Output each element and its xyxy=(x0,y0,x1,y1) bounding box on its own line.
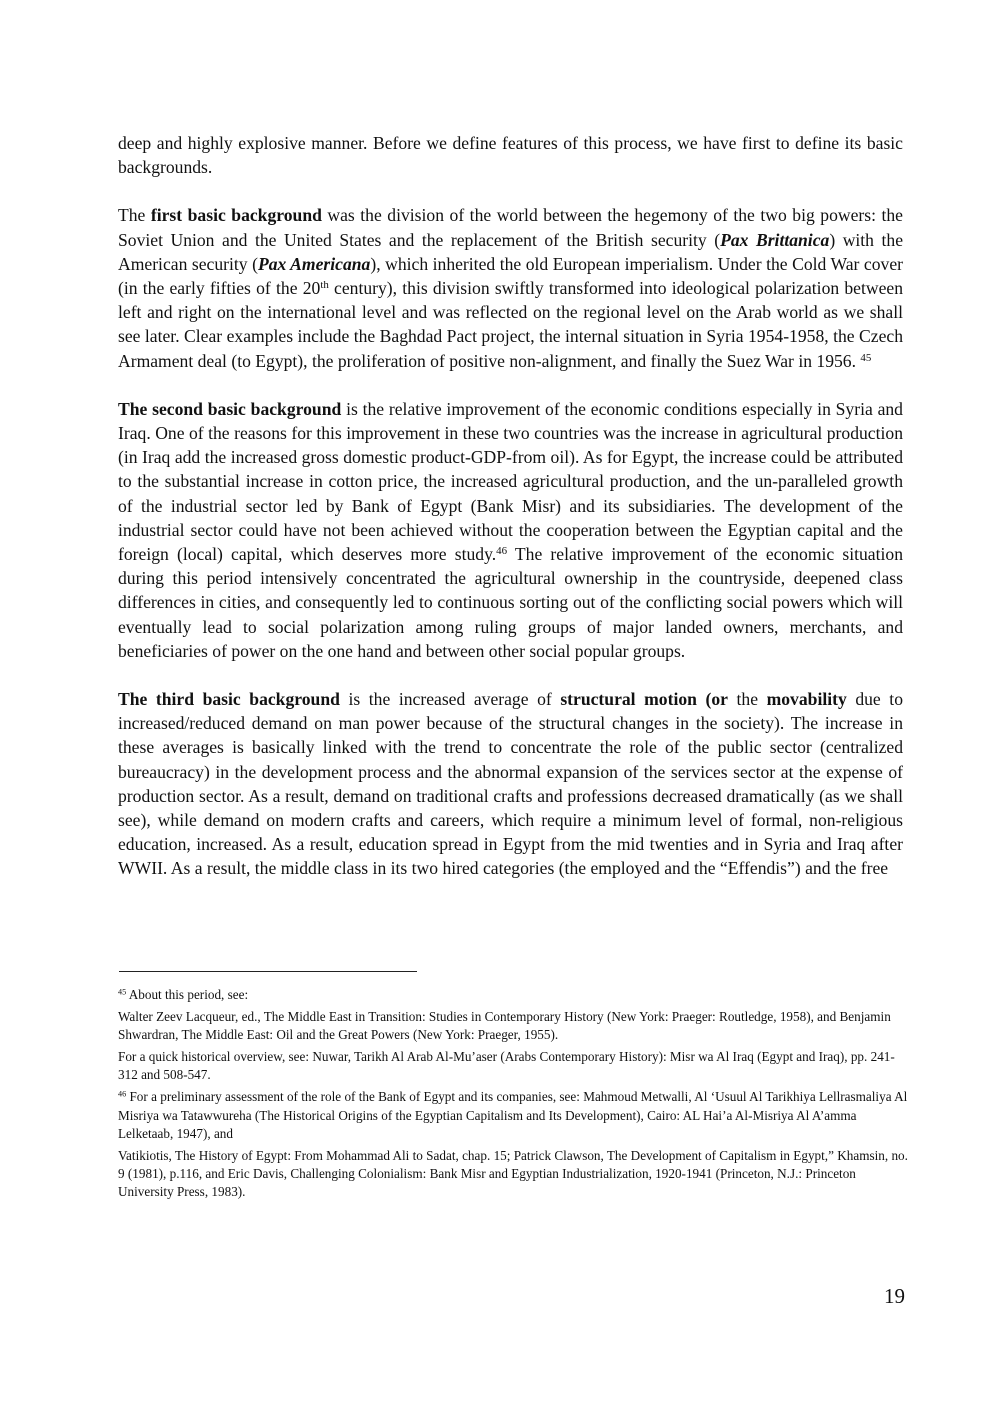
structural-motion-term: structural motion (or xyxy=(560,689,728,710)
footnote-45-ref1 xyxy=(118,1008,908,1044)
second-background-heading: The second basic background xyxy=(118,398,342,419)
footnote-text: About this period, see: xyxy=(126,987,249,1002)
text-run: was the division of the world between the hegemony of the two big powers: the Soviet Union and the United States and the replacement of the British security ( xyxy=(118,205,903,250)
text-run: the xyxy=(727,689,767,710)
footnote-number-46: 46 xyxy=(118,1089,127,1099)
footnote-ref-45[interactable]: 45 xyxy=(860,351,872,364)
page-number: 19 xyxy=(884,1284,905,1308)
footnote-text: Walter Zeev Lacqueur, ed., The Middle East in Transition: Studies in Contemporary History (New York: Praeger: Routledge, 1958), and Benjamin Shwardran, The Middle East: Oil and the Great Powers (New York: Praeger, 1955). xyxy=(118,1009,891,1043)
text-run: is the increased average of xyxy=(339,689,561,710)
footnote-text: For a quick historical overview, see: Nuwar, Tarikh Al Arab Al-Mu’aser (Arabs Contemporary History): Misr wa Al Iraq (Egypt and Iraq), pp. 241-312 and 508-547. xyxy=(118,1049,895,1083)
footnote-45-ref2 xyxy=(118,1048,908,1084)
ordinal-suffix: th xyxy=(320,279,329,292)
footnote-text: For a preliminary assessment of the role of the Bank of Egypt and its companies, see: Mahmoud Metwalli, Al ‘Usuul Al Tarikhiya Lellrasmaliya Al Misriya wa Tatawwureha (The Historical Origins of the Egyptian Capitalism and Its Development), Cairo: AL Hai’a Al-Misriya Al A’amma Lelketaab, 1947), and xyxy=(118,1089,908,1141)
third-background-heading: The third basic background xyxy=(118,689,340,710)
movability-term: movability xyxy=(766,689,847,710)
text-run: The xyxy=(118,205,151,226)
first-background-heading: first basic background xyxy=(150,205,322,226)
footnote-separator xyxy=(119,971,417,972)
pax-americana-term: Pax Americana xyxy=(257,253,371,274)
text-run: The relative improvement of the economic situation during this period intensively concentrated the agricultural ownership in the countryside, deepened class differences in cities, and consequently led to continuous sorting out of the conflicting social powers which will eventually lead to social polarization among ruling groups of major landed owners, merchants, and beneficiaries of power on the one hand and between other social popular groups. xyxy=(118,544,903,661)
footnote-number-45: 45 xyxy=(118,987,127,997)
paragraph-intro xyxy=(118,131,903,179)
footnote-text: Vatikiotis, The History of Egypt: From Mohammad Ali to Sadat, chap. 15; Patrick Clawson, The Development of Capitalism in Egypt,” Khamsin, no. 9 (1981), p.116, and Eric Davis, Challenging Colonialism: Bank Misr and Egyptian Industrialization, 1920-1941 (Princeton, N.J.: Princeton University Press, 1983). xyxy=(118,1147,908,1199)
text-run: ) with the American security ( xyxy=(118,229,904,274)
paragraph-second-background xyxy=(118,397,903,663)
paragraph-first-background xyxy=(118,203,903,372)
text-run: ), which inherited the old European imperialism. Under the Cold War cover (in the early fifties of the 20 xyxy=(118,253,903,299)
body-text xyxy=(118,131,903,905)
footnotes xyxy=(118,986,908,1205)
text-run: is the relative improvement of the economic conditions especially in Syria and Iraq. One of the reasons for this improvement in these two countries was the increase in agricultural production (in Iraq add the increased gross domestic product-GDP-from oil). As for Egypt, the increase could be attributed to the substantial increase in cotton price, the increased agricultural production, and the un-paralleled growth of the industrial sector led by Bank of Egypt (Bank Misr) and its subsidiaries. The development of the industrial sector could have not been achieved without the cooperation between the Egyptian capital and the foreign (local) capital, which deserves more study. xyxy=(118,398,903,565)
footnote-46-ref2 xyxy=(118,1147,908,1201)
footnote-ref-46[interactable]: 46 xyxy=(496,545,508,558)
footnote-45-intro xyxy=(118,986,908,1004)
paragraph-third-background xyxy=(118,687,903,881)
text-run: century), this division swiftly transformed into ideological polarization between left and right on the international level and was reflected on the regional level on the Arab world as we shall see later. Clear examples include the Baghdad Pact project, the internal situation in Syria 1954-1958, the Czech Armament deal (to Egypt), the proliferation of positive non-alignment, and finally the Suez War in 1956. xyxy=(118,278,903,371)
pax-brittanica-term: Pax Brittanica xyxy=(720,229,830,250)
paragraph-intro-text: deep and highly explosive manner. Before we define features of this process, we have first to define its basic backgrounds. xyxy=(118,133,903,178)
text-run: due to increased/reduced demand on man power because of the structural changes in the society). The increase in these averages is basically linked with the trend to concentrate the role of the public sector (centralized bureaucracy) in the development process and the abnormal expansion of the services sector at the expense of production sector. As a result, demand on traditional crafts and professions decreased dramatically (as we shall see), while demand on modern crafts and careers, which require a minimum level of formal, non-religious education, increased. As a result, education spread in Egypt from the mid twenties and in Syria and Iraq after WWII. As a result, the middle class in its two hired categories (the employed and the “Effendis”) and the free xyxy=(118,689,903,879)
footnote-46 xyxy=(118,1088,908,1142)
